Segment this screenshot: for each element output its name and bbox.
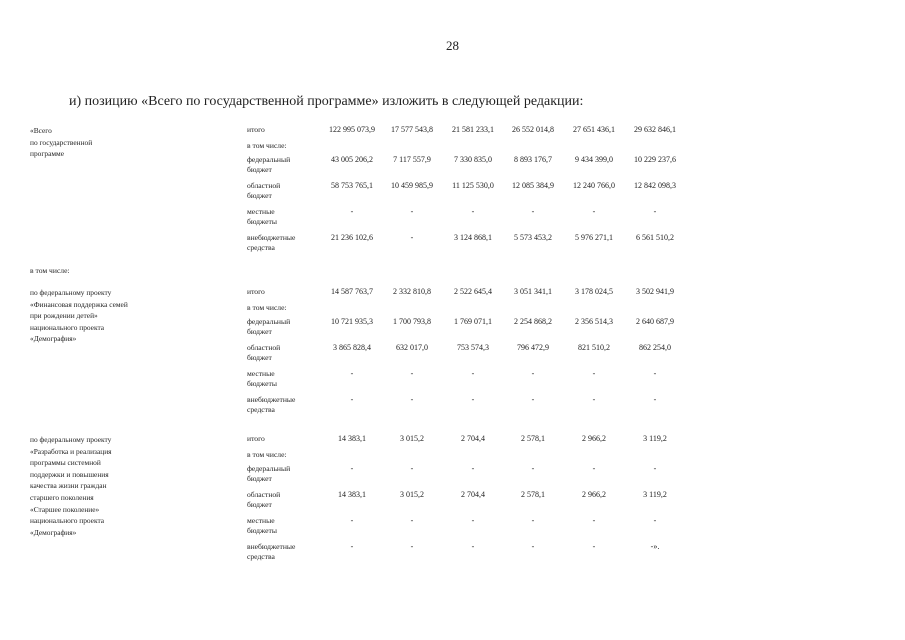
funding-source-label: внебюджетные средства — [247, 542, 296, 562]
table-cell: 6 561 510,2 — [636, 233, 674, 242]
table-cell: 10 721 935,3 — [331, 317, 373, 326]
table-cell: 3 502 941,9 — [636, 287, 674, 296]
table-cell: - — [653, 516, 657, 525]
table-row — [247, 181, 707, 207]
program-name: по федеральному проекту «Разработка и реализация программы системной поддержки и повышения качества жизни граждан старшего поколения «Старшее поколение» национального проекта «Демография» — [30, 435, 112, 537]
table-cell: - — [653, 207, 657, 216]
table-cell: 21 236 102,6 — [331, 233, 373, 242]
table-cell: 43 005 206,2 — [331, 155, 373, 164]
table-cell: 2 966,2 — [582, 490, 606, 499]
table-cell: - — [592, 369, 596, 378]
table-cell: - — [471, 516, 475, 525]
table-cell: 9 434 399,0 — [575, 155, 613, 164]
funding-source-label: федеральный бюджет — [247, 155, 291, 175]
table-cell: - — [471, 464, 475, 473]
table-cell: 12 842 098,3 — [634, 181, 676, 190]
table-cell: 5 976 271,1 — [575, 233, 613, 242]
funding-source-label: в том числе: — [247, 141, 287, 150]
table-cell: 7 117 557,9 — [393, 155, 431, 164]
table-row — [247, 516, 707, 542]
funding-source-label: в том числе: — [247, 303, 287, 312]
table-cell: 14 587 763,7 — [331, 287, 373, 296]
table-cell: 29 632 846,1 — [634, 125, 676, 134]
table-cell: 2 332 810,8 — [393, 287, 431, 296]
table-row — [247, 317, 707, 343]
table-cell: - — [350, 395, 354, 404]
funding-source-label: внебюджетные средства — [247, 233, 296, 253]
table-cell: - — [592, 464, 596, 473]
table-cell: - — [471, 207, 475, 216]
table-cell: 2 356 514,3 — [575, 317, 613, 326]
table-cell: 14 383,1 — [338, 434, 366, 443]
table-cell: - — [471, 369, 475, 378]
table-row — [247, 542, 707, 568]
funding-source-label: итого — [247, 125, 265, 134]
funding-source-label: областной бюджет — [247, 490, 281, 510]
funding-source-label: итого — [247, 287, 265, 296]
table-cell: 3 119,2 — [643, 434, 667, 443]
table-cell: 3 015,2 — [400, 434, 424, 443]
table-cell: 122 995 073,9 — [329, 125, 375, 134]
table-cell: 796 472,9 — [517, 343, 549, 352]
table-cell: - — [653, 369, 657, 378]
table-cell: 11 125 530,0 — [452, 181, 494, 190]
funding-source-label: местные бюджеты — [247, 369, 277, 389]
table-cell: - — [350, 464, 354, 473]
table-cell: - — [531, 516, 535, 525]
table-cell: 3 865 828,4 — [333, 343, 371, 352]
table-cell: 26 552 014,8 — [512, 125, 554, 134]
funding-source-label: внебюджетные средства — [247, 395, 296, 415]
table-cell: - — [410, 516, 414, 525]
table-cell: 58 753 765,1 — [331, 181, 373, 190]
table-cell: 2 578,1 — [521, 434, 545, 443]
funding-source-label: федеральный бюджет — [247, 464, 291, 484]
table-cell: 3 051 341,1 — [514, 287, 552, 296]
table-cell: - — [592, 395, 596, 404]
table-cell: 17 577 543,8 — [391, 125, 433, 134]
program-name: по федеральному проекту «Финансовая поддержка семей при рождении детей» национального проекта «Демография» — [30, 288, 128, 344]
table-cell: - — [592, 207, 596, 216]
table-cell: - — [471, 395, 475, 404]
funding-source-label: в том числе: — [247, 450, 287, 459]
table-cell: - — [410, 233, 414, 242]
table-cell: 12 240 766,0 — [573, 181, 615, 190]
funding-source-label: областной бюджет — [247, 343, 281, 363]
table-cell: 2 254 868,2 — [514, 317, 552, 326]
table-cell: - — [350, 542, 354, 551]
table-cell: - — [410, 395, 414, 404]
table-row — [247, 233, 707, 259]
funding-source-label: итого — [247, 434, 265, 443]
funding-source-label: местные бюджеты — [247, 207, 277, 227]
funding-source-label: федеральный бюджет — [247, 317, 291, 337]
table-cell: - — [653, 464, 657, 473]
table-row — [247, 395, 707, 421]
table-cell: 8 893 176,7 — [514, 155, 552, 164]
table-cell: 1 700 793,8 — [393, 317, 431, 326]
table-cell: 2 966,2 — [582, 434, 606, 443]
table-cell: - — [531, 395, 535, 404]
table-cell: - — [410, 464, 414, 473]
table-cell: - — [531, 207, 535, 216]
in-that-number-heading: в том числе: — [30, 266, 70, 275]
funding-source-label: областной бюджет — [247, 181, 281, 201]
table-cell: 3 015,2 — [400, 490, 424, 499]
page-number: 28 — [446, 38, 459, 53]
table-cell: - — [531, 542, 535, 551]
table-cell: 14 383,1 — [338, 490, 366, 499]
table-cell: 2 578,1 — [521, 490, 545, 499]
table-cell: 10 229 237,6 — [634, 155, 676, 164]
table-cell: - — [410, 542, 414, 551]
table-row — [247, 207, 707, 233]
table-cell: - — [531, 464, 535, 473]
table-cell: 21 581 233,1 — [452, 125, 494, 134]
intro-paragraph: и) позицию «Всего по государственной программе» изложить в следующей редакции: — [69, 94, 584, 109]
table-cell: 2 704,4 — [461, 434, 485, 443]
table-cell: - — [531, 369, 535, 378]
table-cell: - — [471, 542, 475, 551]
table-cell: 7 330 835,0 — [454, 155, 492, 164]
table-cell: -». — [650, 542, 660, 551]
table-cell: 27 651 436,1 — [573, 125, 615, 134]
table-cell: 1 769 071,1 — [454, 317, 492, 326]
table-cell: 10 459 985,9 — [391, 181, 433, 190]
table-cell: 821 510,2 — [578, 343, 610, 352]
table-cell: - — [592, 542, 596, 551]
table-cell: 632 017,0 — [396, 343, 428, 352]
table-cell: - — [410, 207, 414, 216]
table-row — [247, 369, 707, 395]
table-cell: 3 124 868,1 — [454, 233, 492, 242]
table-cell: 753 574,3 — [457, 343, 489, 352]
table-cell: 2 704,4 — [461, 490, 485, 499]
table-cell: 2 640 687,9 — [636, 317, 674, 326]
table-cell: - — [653, 395, 657, 404]
table-cell: - — [350, 207, 354, 216]
program-name: «Всего по государственной программе — [30, 126, 93, 159]
table-cell: 12 085 384,9 — [512, 181, 554, 190]
table-cell: 2 522 645,4 — [454, 287, 492, 296]
table-cell: 862 254,0 — [639, 343, 671, 352]
table-cell: - — [410, 369, 414, 378]
table-cell: 3 178 024,5 — [575, 287, 613, 296]
table-cell: - — [592, 516, 596, 525]
table-row — [247, 464, 707, 490]
table-row — [247, 155, 707, 181]
table-cell: 5 573 453,2 — [514, 233, 552, 242]
table-row — [247, 490, 707, 516]
table-row — [247, 343, 707, 369]
funding-source-label: местные бюджеты — [247, 516, 277, 536]
table-cell: - — [350, 516, 354, 525]
table-cell: 3 119,2 — [643, 490, 667, 499]
table-cell: - — [350, 369, 354, 378]
